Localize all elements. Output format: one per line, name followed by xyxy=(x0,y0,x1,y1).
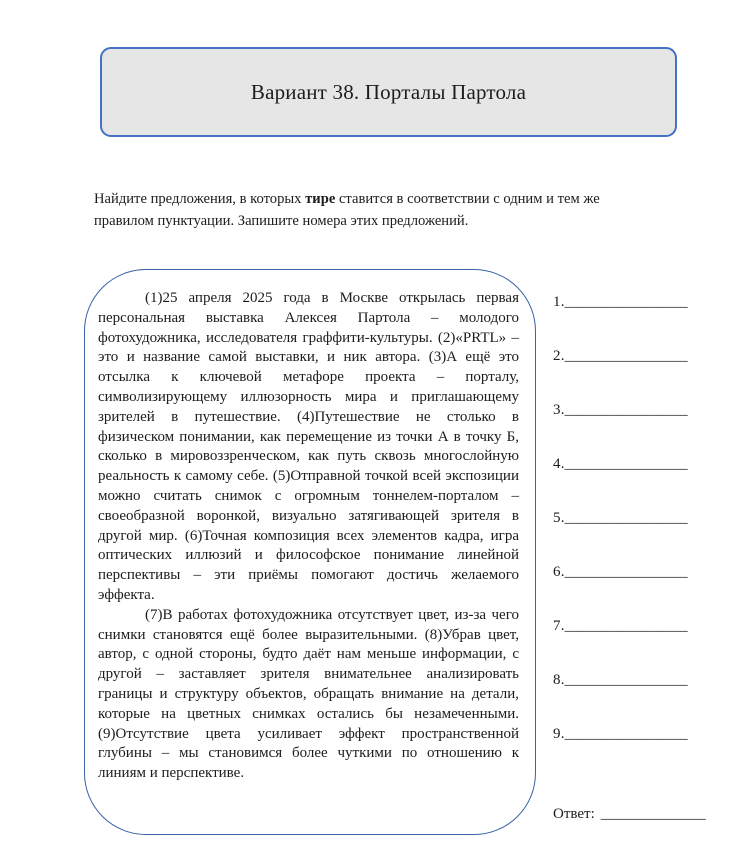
answer-number: 3. xyxy=(553,402,565,418)
answer-blank-line: ________________ xyxy=(564,726,688,742)
answer-number: 7. xyxy=(553,618,565,634)
variant-title-box xyxy=(100,47,677,137)
answer-number: 6. xyxy=(553,564,565,580)
answer-line-1 xyxy=(553,294,688,311)
answer-label: Ответ: xyxy=(553,806,595,822)
answer-blank-line: ________________ xyxy=(564,456,688,472)
answer-line-2 xyxy=(553,348,688,365)
passage-box xyxy=(84,269,536,835)
answer-line-5 xyxy=(553,510,688,527)
answer-number: 8. xyxy=(553,672,565,688)
answer-line-7 xyxy=(553,618,688,635)
answer-blank-line: ________________ xyxy=(564,618,688,634)
answer-number: 1. xyxy=(553,294,565,310)
answer-blank-line: ________________ xyxy=(564,510,688,526)
instruction-text-start: Найдите предложения, в которых xyxy=(94,191,306,207)
answer-number: 9. xyxy=(553,726,565,742)
answer-blank-line: ________________ xyxy=(564,672,688,688)
answer-line-3 xyxy=(553,402,688,419)
answer-blank-line: ________________ xyxy=(564,402,688,418)
answer-line-4 xyxy=(553,456,688,473)
variant-title: Вариант 38. Порталы Партола xyxy=(250,79,527,104)
answer-number: 5. xyxy=(553,510,565,526)
answer-blank-line: ________________ xyxy=(564,348,688,364)
answer-line-6 xyxy=(553,564,688,581)
answer-blank-line: ________________ xyxy=(564,564,688,580)
answer-blank-line: ________________ xyxy=(564,294,688,310)
answer-line-9 xyxy=(553,726,688,743)
answer-line-8 xyxy=(553,672,688,689)
instruction-text-end: ставится в соответствии с одним и тем же правилом пунктуации. Запишите номера этих предложений. xyxy=(94,191,600,229)
final-answer-blank-line: ______________ xyxy=(600,806,706,822)
task-instruction xyxy=(94,188,650,232)
instruction-bold-term: тире xyxy=(305,191,336,207)
passage-paragraph-1: (1)25 апреля 2025 года в Москве открылась первая персональная выставка Алексея Партола – молодого фотохудожника, исследователя граффити-культуры. (2)«PRTL» – это и название самой выставки, и ник автора. (3)А ещё это отсылка к ключевой метафоре проекта – порталу, символизирующему иллюзорность мира и приглашающему зрителей в путешествие. (4)Путешествие не столько в физическом понимании, как перемещение из точки А в точку Б, сколько в мировоззренческом, как путь сквозь многослойную реальность к самому себе. (5)Отправной точкой всей экспозиции можно считать снимок с огромным тоннелем-порталом – своеобразной воронкой, визуально затягивающей зрителя в другой мир. (6)Точная композиция всех элементов кадра, игра оптических иллюзий и философское понимание линейной перспективы – эти приёмы помогают достичь желаемого эффекта. xyxy=(98,290,519,603)
answer-number: 4. xyxy=(553,456,565,472)
answer-number: 2. xyxy=(553,348,565,364)
passage-paragraph-2: (7)В работах фотохудожника отсутствует цвет, из-за чего снимки становятся ещё более выразительными. (8)Убрав цвет, автор, с одной стороны, будто даёт нам меньше информации, с другой – заставляет зрителя внимательнее анализировать границы и структуру объектов, обращать внимание на детали, которые на цветных снимках остались бы незамеченными. (9)Отсутствие цвета усиливает эффект пространственной глубины – мы становимся более чуткими по отношению к линиям и перспективе. xyxy=(98,606,519,782)
final-answer-row xyxy=(553,806,706,823)
